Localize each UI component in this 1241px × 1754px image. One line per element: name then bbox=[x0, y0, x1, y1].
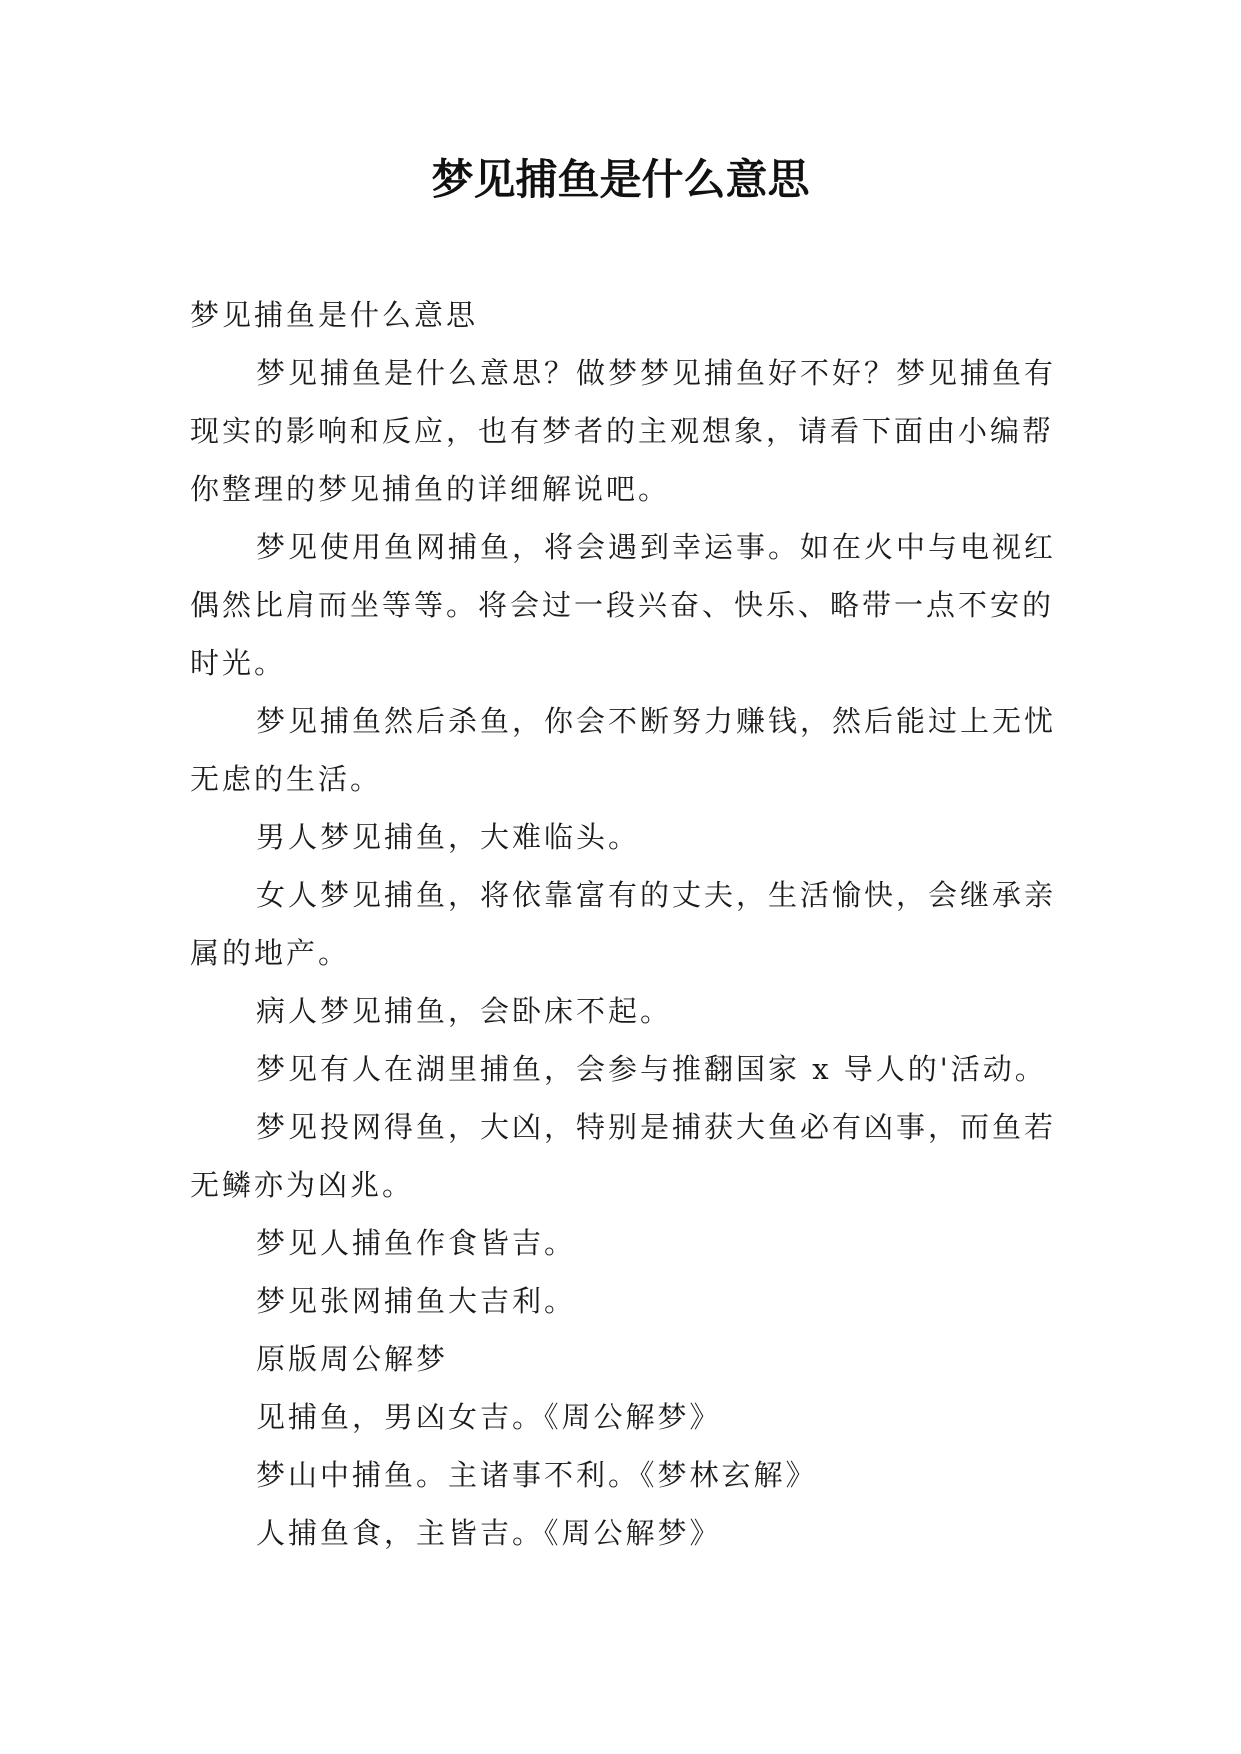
paragraph: 男人梦见捕鱼，大难临头。 bbox=[256, 820, 641, 854]
paragraph: 梦见人捕鱼作食皆吉。 bbox=[256, 1226, 577, 1260]
document-body bbox=[190, 286, 1058, 1562]
paragraph: 女人梦见捕鱼，将依靠富有的丈夫，生活愉快，会继承亲属的地产。 bbox=[190, 878, 1057, 970]
quote-line: 见捕鱼，男凶女吉。《周公解梦》 bbox=[256, 1400, 722, 1434]
paragraph: 梦见捕鱼是什么意思？做梦梦见捕鱼好不好？梦见捕鱼有现实的影响和反应，也有梦者的主观想象，请看下面由小编帮你整理的梦见捕鱼的详细解说吧。 bbox=[190, 356, 1057, 506]
paragraph: 梦见张网捕鱼大吉利。 bbox=[256, 1284, 577, 1318]
paragraph: 梦见捕鱼然后杀鱼，你会不断努力赚钱，然后能过上无忧无虑的生活。 bbox=[190, 704, 1057, 796]
paragraph: 梦见使用鱼网捕鱼，将会遇到幸运事。如在火中与电视红偶然比肩而坐等等。将会过一段兴奋、快乐、略带一点不安的时光。 bbox=[190, 530, 1057, 680]
quote-line: 梦山中捕鱼。主诸事不利。《梦林玄解》 bbox=[256, 1458, 818, 1492]
paragraph-subtitle: 梦见捕鱼是什么意思 bbox=[190, 298, 479, 332]
paragraph: 病人梦见捕鱼，会卧床不起。 bbox=[256, 994, 673, 1028]
paragraph: 梦见有人在湖里捕鱼，会参与推翻国家 x 导人的'活动。 bbox=[256, 1052, 1047, 1086]
quote-line: 人捕鱼食，主皆吉。《周公解梦》 bbox=[256, 1516, 722, 1550]
section-heading: 原版周公解梦 bbox=[256, 1342, 449, 1376]
document-title: 梦见捕鱼是什么意思 bbox=[431, 155, 810, 204]
paragraph: 梦见投网得鱼，大凶，特别是捕获大鱼必有凶事，而鱼若无鳞亦为凶兆。 bbox=[190, 1110, 1057, 1202]
